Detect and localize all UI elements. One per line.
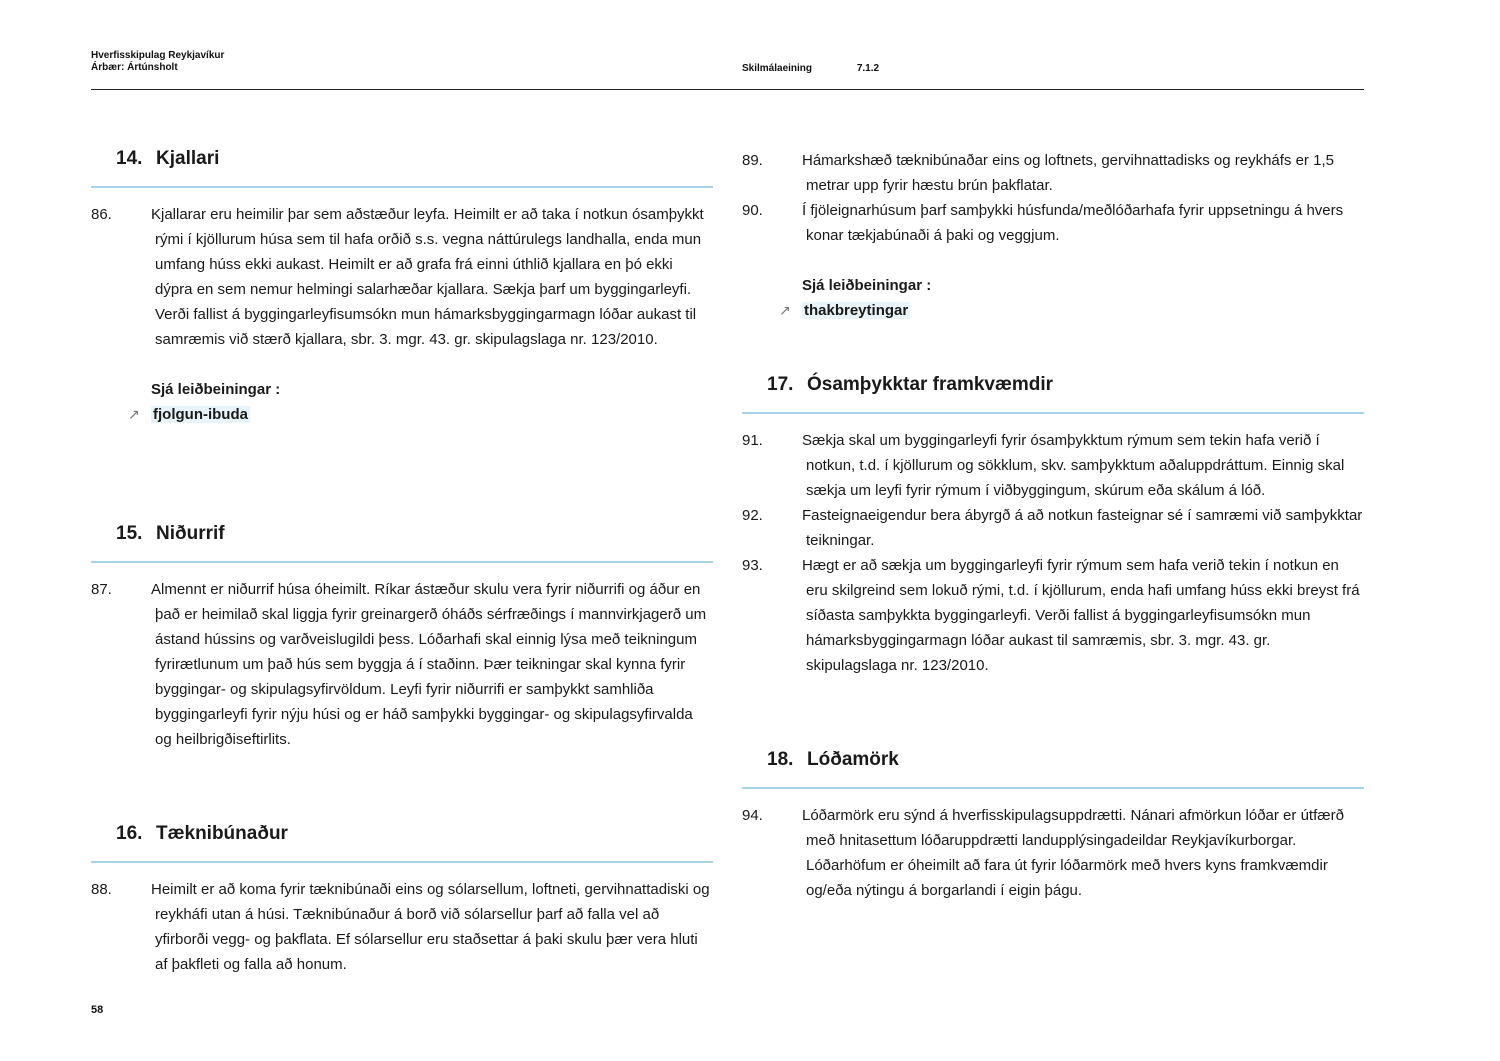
paragraph-number: 87. (91, 581, 112, 598)
section-heading (91, 817, 713, 851)
unit-header (742, 63, 879, 75)
section-number: 15. (116, 523, 143, 544)
section-divider (91, 861, 713, 863)
section-lodamork (742, 743, 1364, 903)
section-nidurrif (91, 517, 713, 817)
guidelines-link[interactable]: thakbreytingar (804, 302, 909, 319)
external-link-icon: ↗ (779, 302, 791, 318)
paragraph-number: 89. (742, 152, 763, 169)
section-taeknibunadur (91, 817, 713, 977)
paragraph-text: Hámarkshæð tæknibúnaðar eins og loftnets, gervihnattadisks og reykháfs er 1,5 metrar upp fyrir hæstu brún þakflatar. (802, 152, 1334, 194)
section-taeknibunadur-continued (742, 148, 1364, 368)
section-title: Ósamþykktar framkvæmdir (807, 374, 1054, 395)
paragraph (742, 503, 1364, 553)
paragraph-text: Fasteignaeigendur bera ábyrgð á að notkun fasteignar sé í samræmi við samþykktar teikningar. (802, 507, 1363, 549)
guidelines-block (742, 273, 1364, 323)
section-title: Lóðamörk (807, 749, 899, 770)
right-column (742, 148, 1364, 903)
section-number: 16. (116, 823, 143, 844)
paragraph-number: 94. (742, 807, 763, 824)
section-title: Kjallari (156, 148, 220, 169)
paragraph (91, 202, 713, 352)
paragraph (91, 877, 713, 977)
unit-label: Skilmálaeining (742, 63, 813, 74)
paragraph-number: 93. (742, 557, 763, 574)
page-number: 58 (91, 1004, 104, 1016)
paragraph-text: Í fjöleignarhúsum þarf samþykki húsfunda/meðlóðarhafa fyrir uppsetningu á hvers konar tækjabúnaði á þaki og veggjum. (802, 202, 1344, 244)
document-subtitle: Árbær: Ártúnsholt (91, 62, 178, 73)
paragraph-number: 91. (742, 432, 763, 449)
section-number: 14. (116, 148, 143, 169)
section-osamthykktar (742, 368, 1364, 743)
paragraph (742, 428, 1364, 503)
paragraph-text: Sækja skal um byggingarleyfi fyrir ósamþykktum rýmum sem tekin hafa verið í notkun, t.d. í kjöllurum og sökklum, skv. samþykktum aðaluppdráttum. Einnig skal sækja um leyfi fyrir rýmum í viðbyggingum, skúrum eða skálum á lóð. (802, 432, 1345, 499)
section-heading (91, 517, 713, 551)
section-number: 18. (767, 749, 794, 770)
paragraph-number: 86. (91, 206, 112, 223)
section-divider (91, 561, 713, 563)
paragraph (742, 803, 1364, 903)
section-divider (742, 787, 1364, 789)
unit-number: 7.1.2 (856, 63, 880, 74)
section-kjallari (91, 142, 713, 517)
paragraph-text: Heimilt er að koma fyrir tæknibúnaði eins og sólarsellum, loftneti, gervihnattadiski og reykháfi utan á húsi. Tæknibúnaður á borð við sólarsellur þarf að falla vel að yfirborði vegg- og þakflata. Ef sólarsellur eru staðsettar á þaki skulu þær vera hluti af þakfleti og falla að honum. (151, 881, 710, 973)
paragraph-number: 88. (91, 881, 112, 898)
paragraph (742, 198, 1364, 248)
paragraph-number: 90. (742, 202, 763, 219)
guidelines-block (91, 377, 713, 427)
section-heading (742, 368, 1364, 402)
paragraph-text: Hægt er að sækja um byggingarleyfi fyrir rýmum sem hafa verið tekin í notkun en eru skilgreind sem lokuð rými, t.d. í kjöllurum, enda hafi umfang húss ekki breyst frá síðasta samþykkta byggingarleyfi. Verði fallist á byggingarleyfisumsókn mun hámarksbyggingarmagn lóðar aukast til samræmis, sbr. 3. mgr. 43. gr. skipulagslaga nr. 123/2010. (802, 557, 1360, 674)
paragraph-number: 92. (742, 507, 763, 524)
document-header (91, 50, 224, 74)
section-title: Niðurrif (156, 523, 225, 544)
external-link-icon: ↗ (128, 406, 140, 422)
section-number: 17. (767, 374, 794, 395)
paragraph-text: Lóðarmörk eru sýnd á hverfisskipulagsuppdrætti. Nánari afmörkun lóðar er útfærð með hnitasettum lóðaruppdrætti landupplýsingadeildar Reykjavíkurborgar. Lóðarhöfum er óheimilt að fara út fyrir lóðarmörk með hvers kyns framkvæmdir og/eða nýtingu á borgarlandi í eigin þágu. (802, 807, 1344, 899)
guidelines-label: Sjá leiðbeiningar : (151, 381, 281, 398)
section-divider (742, 412, 1364, 414)
paragraph (742, 148, 1364, 198)
section-title: Tæknibúnaður (156, 823, 288, 844)
paragraph (742, 553, 1364, 678)
header-divider (91, 89, 1364, 90)
section-divider (91, 186, 713, 188)
left-column (91, 142, 713, 977)
paragraph-text: Almennt er niðurrif húsa óheimilt. Ríkar ástæður skulu vera fyrir niðurrifi og áður en það er heimilað skal liggja fyrir greinargerð óháðs sérfræðings í mannvirkjagerð um ástand hússins og varðveislugildi þess. Lóðarhafi skal einnig lýsa með teikningum fyrirætlunum um það hús sem byggja á í staðinn. Þær teikningar skal kynna fyrir byggingar- og skipulagsyfirvöldum. Leyfi fyrir niðurrifi er samþykkt samhliða byggingarleyfi fyrir nýju húsi og er háð samþykki byggingar- og skipulagsyfirvalda og heilbrigðiseftirlits. (151, 581, 707, 748)
section-heading (742, 743, 1364, 777)
section-heading (91, 142, 713, 176)
document-title: Hverfisskipulag Reykjavíkur (91, 50, 225, 61)
guidelines-link[interactable]: fjolgun-ibuda (153, 406, 248, 423)
guidelines-label: Sjá leiðbeiningar : (802, 277, 932, 294)
paragraph (91, 577, 713, 752)
paragraph-text: Kjallarar eru heimilir þar sem aðstæður leyfa. Heimilt er að taka í notkun ósamþykkt rými í kjöllurum húsa sem til hafa orðið s.s. vegna náttúrulegs landhalla, enda mun umfang húss ekki aukast. Heimilt er að grafa frá einni úthlið kjallara en þó ekki dýpra en sem nemur helmingi salarhæðar kjallara. Sækja þarf um byggingarleyfi. Verði fallist á byggingarleyfisumsókn mun hámarksbyggingarmagn lóðar aukast til samræmis við stærð kjallara, sbr. 3. mgr. 43. gr. skipulagslaga nr. 123/2010. (151, 206, 704, 348)
